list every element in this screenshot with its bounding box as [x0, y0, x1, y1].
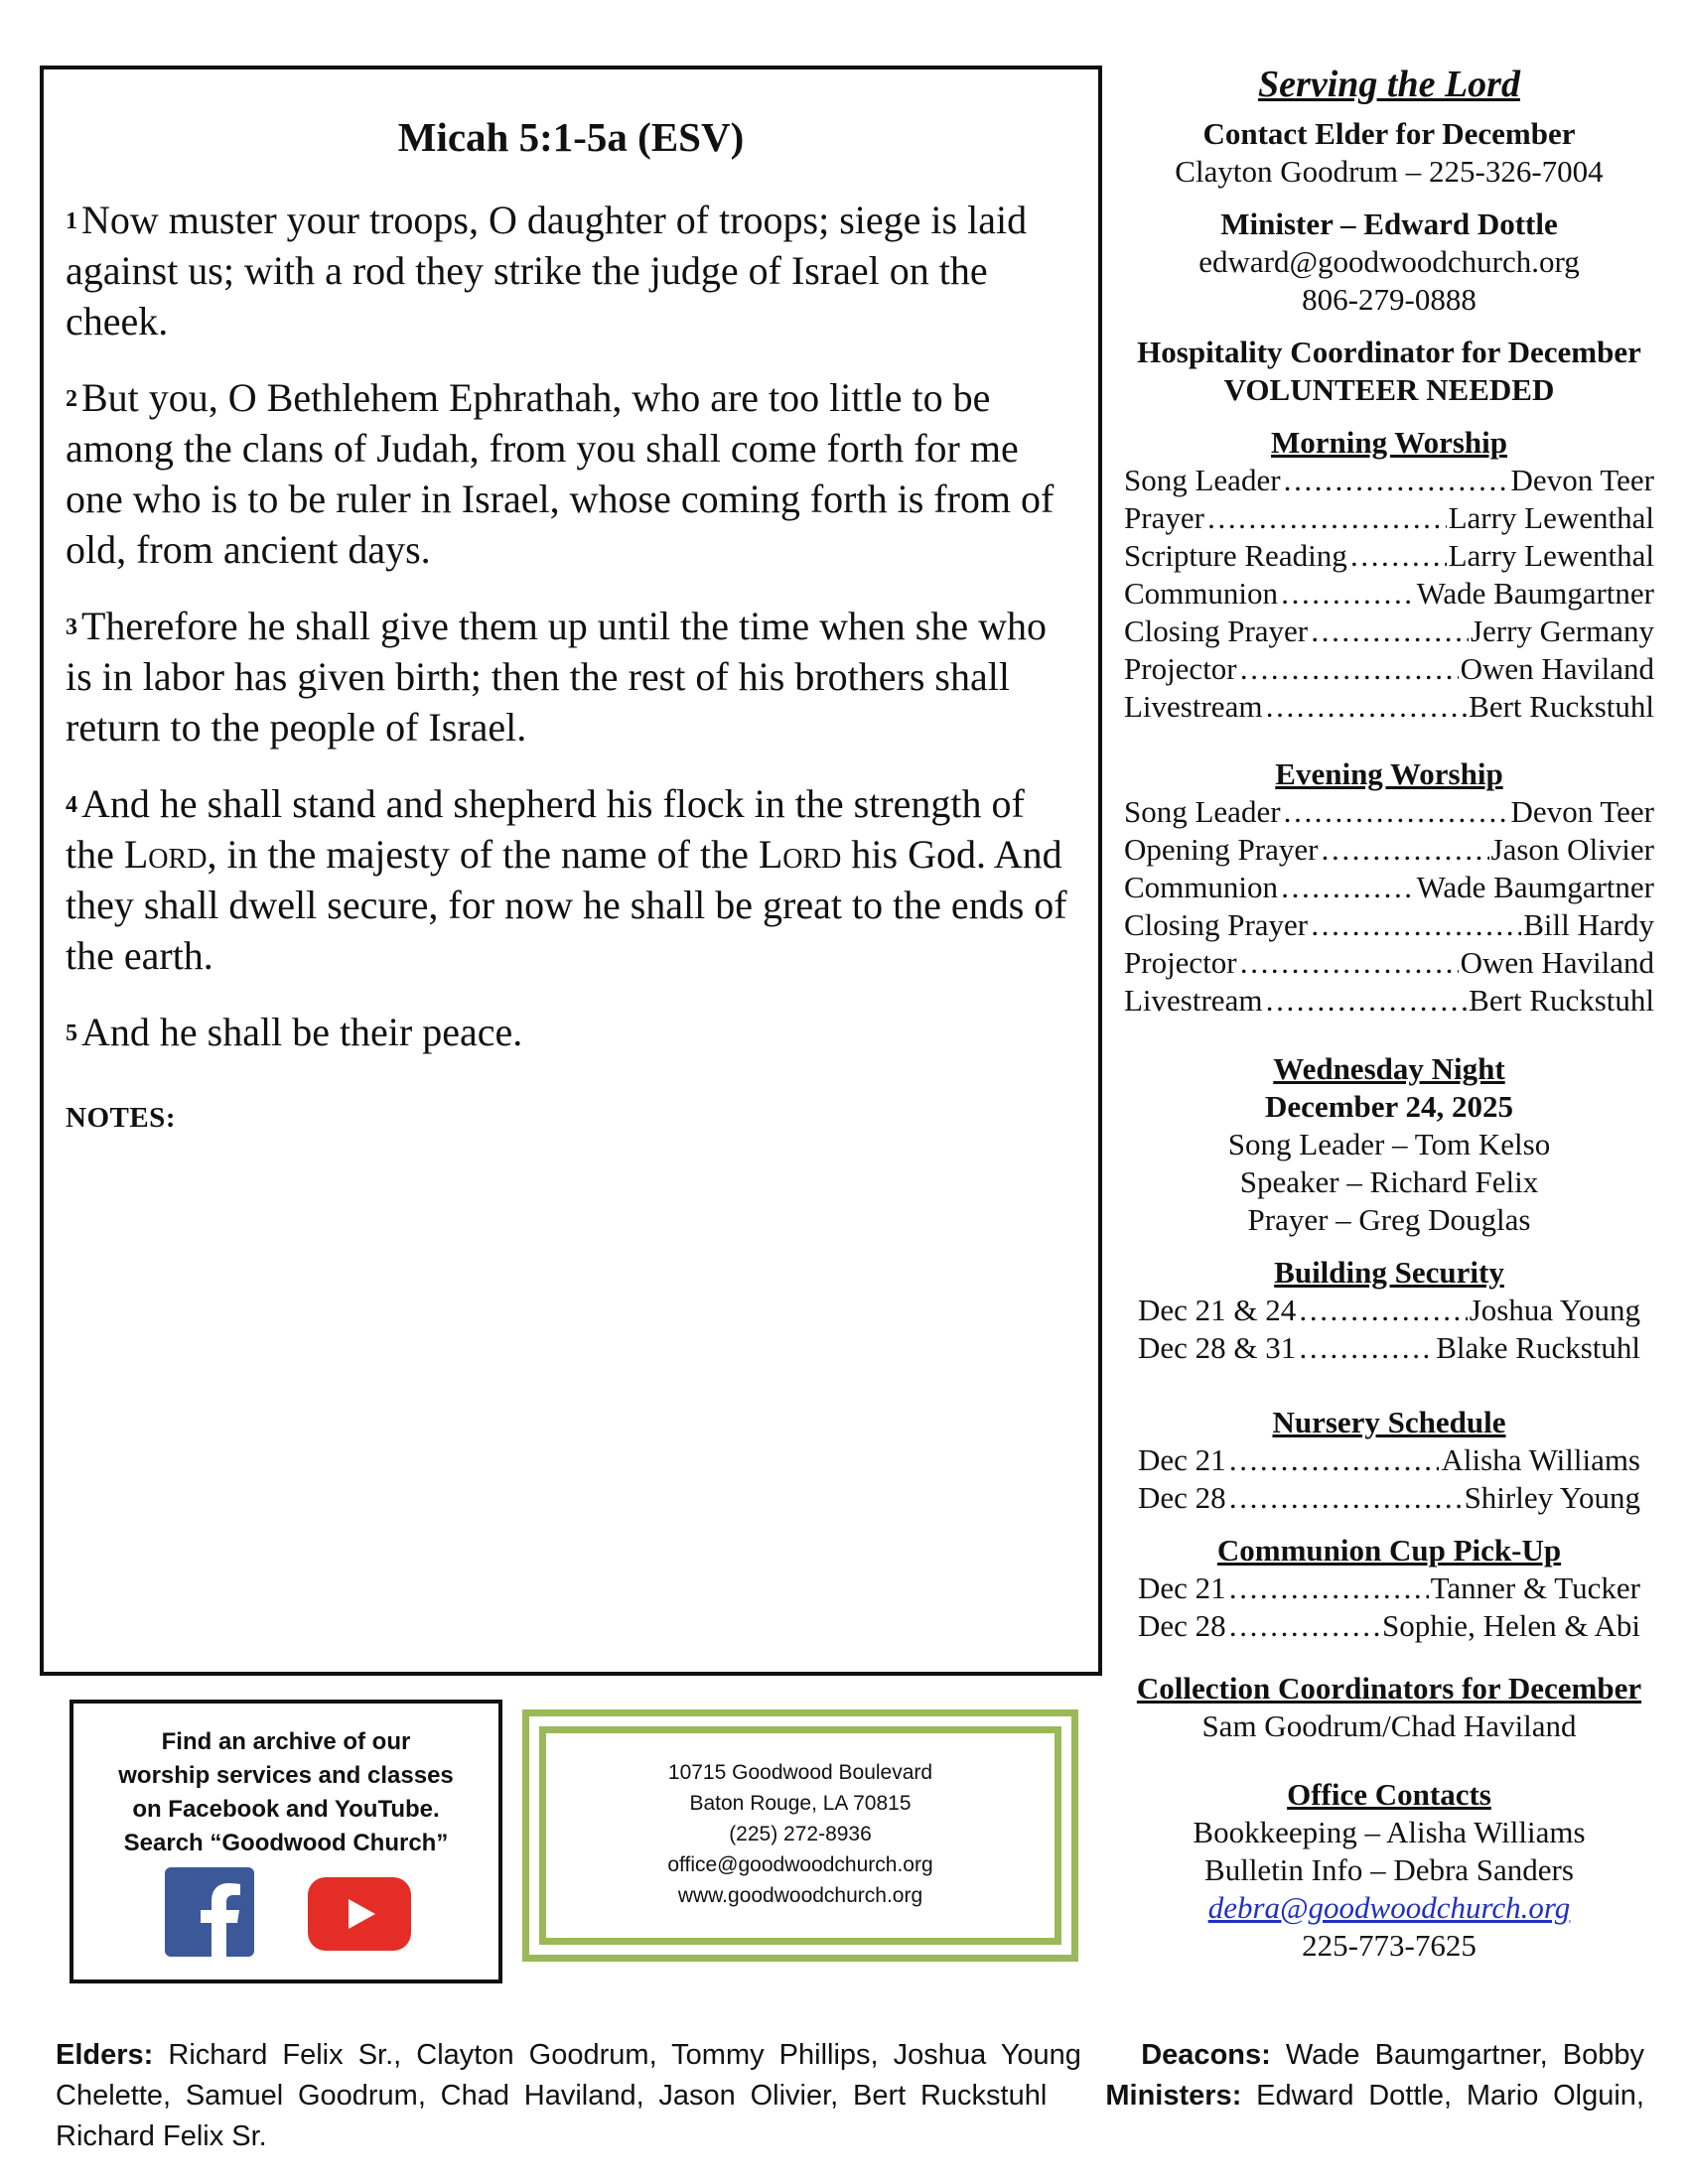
- date-label: Dec 28: [1138, 1608, 1226, 1643]
- schedule-row: [1124, 537, 1654, 575]
- office-phone: 225-773-7625: [1302, 1928, 1477, 1963]
- verse-number: 5: [66, 1021, 77, 1046]
- person-name: Bert Ruckstuhl: [1469, 689, 1654, 724]
- website-line[interactable]: www.goodwoodchurch.org: [677, 1884, 923, 1907]
- bookkeeping-line: Bookkeeping – Alisha Williams: [1193, 1815, 1586, 1849]
- office-section: [1124, 1776, 1654, 1965]
- contact-elder-heading: Contact Elder for December: [1202, 116, 1576, 151]
- verse-3: [66, 601, 1080, 752]
- deacons-label: Deacons:: [1141, 2039, 1271, 2071]
- office-heading: Office Contacts: [1287, 1777, 1491, 1812]
- role-label: Projector: [1124, 945, 1237, 980]
- hospitality-section: [1124, 334, 1654, 409]
- person-name: Owen Haviland: [1460, 651, 1654, 686]
- security-section: [1124, 1254, 1654, 1367]
- archive-line: on Facebook and YouTube.: [132, 1796, 440, 1823]
- verse-2: [66, 372, 1080, 575]
- verse-4: [66, 778, 1080, 981]
- person-name: Larry Lewenthal: [1448, 500, 1654, 535]
- person-name: Sophie, Helen & Abi: [1381, 1608, 1640, 1643]
- person-name: Jason Olivier: [1490, 832, 1654, 867]
- schedule-row: [1138, 1329, 1640, 1367]
- wednesday-line: Speaker – Richard Felix: [1239, 1164, 1539, 1199]
- date-label: Dec 28: [1138, 1480, 1226, 1515]
- contact-elder-section: [1124, 115, 1654, 191]
- facebook-icon[interactable]: [165, 1867, 254, 1957]
- verse-text: his God. And they shall dwell secure, for now he shall be great to the ends of the earth.: [66, 832, 1067, 978]
- notes-label: NOTES:: [66, 1102, 176, 1134]
- role-label: Closing Prayer: [1124, 907, 1309, 942]
- minister-email[interactable]: edward@goodwoodchurch.org: [1198, 244, 1580, 279]
- person-name: Shirley Young: [1464, 1480, 1640, 1515]
- leadership-footer: [56, 2035, 1644, 2157]
- email-line[interactable]: office@goodwoodchurch.org: [667, 1853, 933, 1876]
- youtube-icon[interactable]: [308, 1877, 411, 1951]
- address-line: Baton Rouge, LA 70815: [689, 1792, 912, 1815]
- schedule-row: [1138, 1441, 1640, 1479]
- wednesday-line: Song Leader – Tom Kelso: [1227, 1127, 1551, 1161]
- verses: [66, 195, 1080, 1083]
- morning-worship-heading: Morning Worship: [1270, 425, 1507, 460]
- elders-label: Elders:: [56, 2039, 154, 2071]
- person-name: Wade Baumgartner: [1416, 576, 1654, 611]
- serving-title: Serving the Lord: [1258, 64, 1520, 105]
- nursery-section: [1124, 1404, 1654, 1517]
- ministers-list: Edward Dottle, Mario Olguin, Richard Felix Sr.: [56, 2080, 1644, 2152]
- role-label: Opening Prayer: [1124, 832, 1319, 867]
- lord-text: Lord: [123, 832, 208, 877]
- verse-text: , in the majesty of the name of the: [207, 832, 759, 877]
- hospitality-heading: Hospitality Coordinator for December: [1137, 335, 1641, 369]
- scripture-panel: [40, 66, 1102, 1676]
- role-label: Song Leader: [1124, 794, 1281, 829]
- lord-text: Lord: [758, 832, 842, 877]
- person-name: Bill Hardy: [1523, 907, 1654, 942]
- person-name: Tanner & Tucker: [1430, 1570, 1640, 1605]
- schedule-row: [1124, 793, 1654, 831]
- schedule-row: [1138, 1607, 1640, 1645]
- schedule-row: [1124, 869, 1654, 906]
- deacons-list: Wade Baumgartner, Bobby Chelette, Samuel Goodrum, Chad Haviland, Jason Olivier, Bert Ruckstuhl: [56, 2039, 1645, 2112]
- nursery-heading: Nursery Schedule: [1272, 1405, 1506, 1439]
- date-label: Dec 21: [1138, 1570, 1226, 1605]
- archive-box: [70, 1700, 502, 1983]
- collection-value: Sam Goodrum/Chad Haviland: [1201, 1708, 1577, 1743]
- address-line: 10715 Goodwood Boulevard: [667, 1761, 933, 1784]
- elders-list: Richard Felix Sr., Clayton Goodrum, Tommy Phillips, Joshua Young: [153, 2039, 1097, 2071]
- communion-cup-heading: Communion Cup Pick-Up: [1216, 1533, 1562, 1568]
- evening-worship-section: [1124, 755, 1654, 1020]
- minister-phone: 806-279-0888: [1302, 282, 1477, 317]
- date-label: Dec 21 & 24: [1138, 1293, 1297, 1327]
- verse-number: 4: [66, 792, 77, 818]
- morning-worship-section: [1124, 424, 1654, 726]
- person-name: Wade Baumgartner: [1416, 870, 1654, 904]
- verse-number: 1: [66, 208, 77, 234]
- person-name: Larry Lewenthal: [1448, 538, 1654, 573]
- wednesday-heading: Wednesday Night: [1273, 1051, 1505, 1086]
- archive-line: worship services and classes: [118, 1762, 454, 1789]
- collection-section: [1124, 1670, 1654, 1745]
- minister-section: [1124, 205, 1654, 319]
- person-name: Jerry Germany: [1470, 614, 1654, 648]
- verse-text: And he shall be their peace.: [81, 1010, 523, 1054]
- verse-text: And he shall stand and shepherd his flock in the strength of the: [66, 781, 1025, 877]
- role-label: Prayer: [1124, 500, 1204, 535]
- schedule-row: [1124, 650, 1654, 688]
- schedule-row: [1138, 1570, 1640, 1607]
- schedule-row: [1138, 1292, 1640, 1329]
- person-name: Joshua Young: [1469, 1293, 1640, 1327]
- evening-worship-heading: Evening Worship: [1275, 756, 1503, 791]
- role-label: Song Leader: [1124, 463, 1281, 497]
- person-name: Alisha Williams: [1441, 1442, 1640, 1477]
- schedule-row: [1124, 499, 1654, 537]
- verse-number: 2: [66, 386, 77, 412]
- minister-heading: Minister – Edward Dottle: [1220, 206, 1558, 241]
- bulletin-line: Bulletin Info – Debra Sanders: [1204, 1852, 1574, 1887]
- wednesday-date: December 24, 2025: [1265, 1089, 1513, 1124]
- role-label: Scripture Reading: [1124, 538, 1347, 573]
- address-box: [522, 1709, 1078, 1962]
- person-name: Owen Haviland: [1460, 945, 1654, 980]
- role-label: Livestream: [1124, 689, 1263, 724]
- person-name: Devon Teer: [1510, 794, 1654, 829]
- archive-line: Find an archive of our: [161, 1728, 411, 1755]
- role-label: Livestream: [1124, 983, 1263, 1018]
- collection-heading: Collection Coordinators for December: [1136, 1671, 1642, 1706]
- verse-1: [66, 195, 1080, 346]
- serving-column: [1124, 66, 1654, 1965]
- date-label: Dec 21: [1138, 1442, 1226, 1477]
- verse-text: Now muster your troops, O daughter of troops; siege is laid against us; with a rod they strike the judge of Israel on the cheek.: [66, 198, 1028, 343]
- phone-line: (225) 272-8936: [729, 1823, 872, 1845]
- hospitality-value: VOLUNTEER NEEDED: [1223, 372, 1555, 407]
- ministers-label: Ministers:: [1105, 2080, 1242, 2112]
- archive-text: [73, 1725, 498, 1860]
- schedule-row: [1124, 688, 1654, 726]
- schedule-row: [1124, 906, 1654, 944]
- contact-elder-value: Clayton Goodrum – 225-326-7004: [1175, 154, 1604, 189]
- verse-text: But you, O Bethlehem Ephrathah, who are too little to be among the clans of Judah, from you shall come forth for me one who is to be ruler in Israel, whose coming forth is from of old, from ancient days.: [66, 375, 1055, 572]
- schedule-row: [1124, 613, 1654, 650]
- verse-number: 3: [66, 614, 77, 640]
- role-label: Communion: [1124, 870, 1279, 904]
- role-label: Projector: [1124, 651, 1237, 686]
- verse-text: Therefore he shall give them up until the time when she who is in labor has given birth; then the rest of his brothers shall return to the people of Israel.: [66, 604, 1047, 750]
- address-info: [539, 1726, 1061, 1945]
- role-label: Communion: [1124, 576, 1279, 611]
- security-heading: Building Security: [1274, 1255, 1504, 1290]
- archive-line: Search “Goodwood Church”: [123, 1830, 449, 1856]
- wednesday-section: [1124, 1050, 1654, 1239]
- schedule-row: [1124, 831, 1654, 869]
- scripture-title: Micah 5:1-5a (ESV): [397, 114, 745, 160]
- role-label: Closing Prayer: [1124, 614, 1309, 648]
- person-name: Bert Ruckstuhl: [1469, 983, 1654, 1018]
- wednesday-line: Prayer – Greg Douglas: [1247, 1202, 1531, 1237]
- schedule-row: [1138, 1479, 1640, 1517]
- office-email-link[interactable]: debra@goodwoodchurch.org: [1207, 1890, 1571, 1925]
- date-label: Dec 28 & 31: [1138, 1330, 1297, 1365]
- schedule-row: [1124, 944, 1654, 982]
- schedule-row: [1124, 462, 1654, 499]
- schedule-row: [1124, 575, 1654, 613]
- schedule-row: [1124, 982, 1654, 1020]
- communion-cup-section: [1124, 1532, 1654, 1645]
- verse-5: [66, 1007, 1080, 1057]
- person-name: Blake Ruckstuhl: [1436, 1330, 1640, 1365]
- person-name: Devon Teer: [1510, 463, 1654, 497]
